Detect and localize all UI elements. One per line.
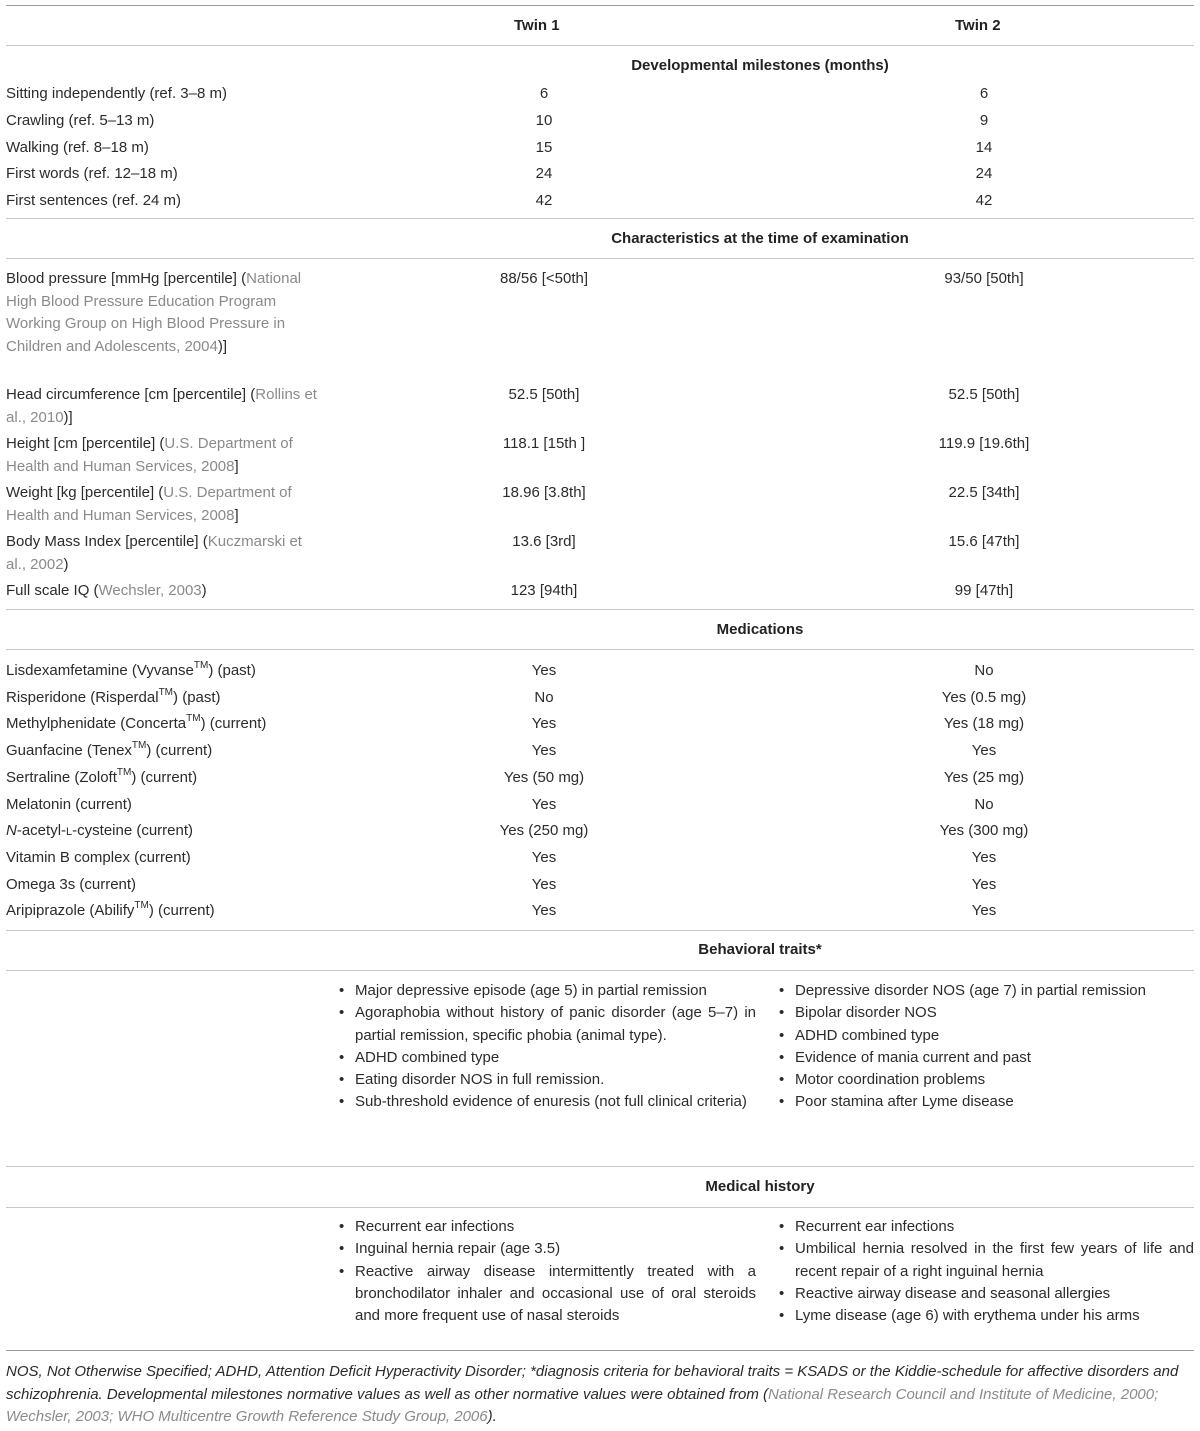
history-item: • Reactive airway disease and seasonal allergies	[774, 1283, 1194, 1305]
behavior-item: • Eating disorder NOS in full remission.	[334, 1069, 756, 1091]
medication-name: Melatonin (current)	[6, 795, 132, 813]
medication-twin2-value: Yes	[971, 742, 997, 760]
characteristic-tail: )	[63, 555, 69, 573]
medication-twin1-value: Yes	[531, 715, 557, 733]
medication-label	[6, 847, 321, 870]
medication-rest: ) (current)	[146, 742, 213, 760]
medication-italic-prefix: N	[6, 822, 17, 840]
medication-twin2-value: No	[974, 662, 994, 679]
characteristic-name: Head circumference [cm [percentile] (	[6, 386, 256, 403]
milestone-label: Walking (ref. 8–18 m)	[6, 139, 149, 156]
medication-name: Aripiprazole (Abilify	[6, 902, 135, 920]
medication-name: -acetyl-	[16, 822, 67, 840]
milestone-twin2-value: 6	[979, 85, 989, 102]
medication-twin2-value: Yes (300 mg)	[939, 822, 1029, 840]
characteristic-label	[6, 580, 321, 603]
characteristic-twin1-value: 52.5 [50th]	[508, 386, 580, 403]
medication-rest: ) (current)	[131, 768, 198, 786]
milestone-twin1-value: 24	[535, 165, 553, 182]
characteristic-label	[6, 482, 321, 527]
characteristic-twin1-value: 118.1 [15th ]	[502, 435, 586, 452]
column-header-twin2: Twin 2	[955, 17, 1001, 34]
characteristic-twin2-value: 99 [47th]	[954, 582, 1014, 599]
behavior-twin1-list	[334, 980, 756, 1114]
medication-rest: -cysteine (current)	[72, 822, 194, 840]
milestone-twin2-value: 14	[975, 139, 993, 156]
history-twin1-list	[334, 1216, 756, 1327]
section-title-medications: Medications	[716, 621, 804, 638]
medication-twin1-value: Yes	[531, 662, 557, 679]
medication-twin1-value: Yes	[531, 902, 557, 920]
characteristic-label	[6, 268, 321, 358]
footnote-refs: National Research Council and Institute of Medicine, 2000; Wechsler, 2003; WHO Multicentre Growth Reference Study Group, 2006	[6, 1385, 1159, 1425]
section-rule	[6, 258, 1194, 259]
column-header-twin1: Twin 1	[514, 17, 560, 34]
history-twin2-list	[774, 1216, 1194, 1327]
behavior-item: • Sub-threshold evidence of enuresis (not full clinical criteria)	[334, 1091, 756, 1113]
characteristic-twin2-value: 119.9 [19.6th]	[938, 435, 1030, 452]
characteristic-label	[6, 433, 321, 478]
milestone-label: First words (ref. 12–18 m)	[6, 165, 178, 182]
characteristic-tail: )]	[217, 337, 227, 355]
behavior-item: • Agoraphobia without history of panic disorder (age 5–7) in partial remission, specific phobia (animal type).	[334, 1002, 756, 1047]
behavior-item: • Bipolar disorder NOS	[774, 1002, 1194, 1024]
history-item: • Inguinal hernia repair (age 3.5)	[334, 1238, 756, 1260]
section-rule	[6, 1207, 1194, 1208]
medication-label	[6, 767, 321, 790]
section-rule	[6, 930, 1194, 931]
medication-label	[6, 900, 321, 923]
medication-name: Sertraline (Zoloft	[6, 768, 117, 786]
section-rule	[6, 1166, 1194, 1167]
characteristic-twin1-value: 18.96 [3.8th]	[502, 484, 586, 501]
characteristic-tail: )	[201, 582, 207, 599]
trademark-mark: TM	[193, 660, 209, 671]
medication-twin1-value: Yes	[531, 742, 557, 760]
history-item: • Reactive airway disease intermittently treated with a bronchodilator inhaler and occasional use of oral steroids and more frequent use of nasal steroids	[334, 1261, 756, 1328]
top-rule	[6, 5, 1194, 6]
history-item: • Recurrent ear infections	[334, 1216, 756, 1238]
milestone-label: Sitting independently (ref. 3–8 m)	[6, 85, 227, 102]
characteristic-name: Blood pressure [mmHg [percentile] (	[6, 270, 247, 287]
section-title-history: Medical history	[705, 1178, 815, 1195]
milestone-twin2-value: 9	[979, 112, 989, 129]
table-footnote	[6, 1361, 1194, 1429]
trademark-mark: TM	[134, 900, 149, 912]
milestone-twin2-value: 24	[975, 165, 993, 182]
characteristic-twin1-value: 13.6 [3rd]	[512, 533, 576, 550]
characteristic-twin2-value: 15.6 [47th]	[948, 533, 1020, 550]
characteristic-twin2-value: 52.5 [50th]	[948, 386, 1020, 403]
trademark-mark: TM	[186, 713, 201, 725]
medication-label	[6, 820, 321, 843]
section-title-characteristics: Characteristics at the time of examination	[611, 230, 909, 247]
medication-name: Guanfacine (Tenex	[6, 742, 132, 760]
characteristic-twin2-value: 22.5 [34th]	[948, 484, 1020, 501]
medication-twin2-value: Yes	[971, 848, 997, 866]
behavior-item: • Major depressive episode (age 5) in partial remission	[334, 980, 756, 1002]
behavior-item: • ADHD combined type	[774, 1025, 1194, 1047]
history-item: • Lyme disease (age 6) with erythema under his arms	[774, 1305, 1194, 1327]
characteristic-tail: )]	[63, 408, 73, 426]
characteristic-twin1-value: 123 [94th]	[510, 582, 578, 599]
medication-twin2-value: No	[974, 795, 994, 813]
medication-twin2-value: Yes (0.5 mg)	[941, 688, 1027, 706]
milestone-twin1-value: 10	[535, 112, 553, 129]
medication-label	[6, 740, 321, 763]
medication-name: Methylphenidate (Concerta	[6, 715, 187, 733]
behavior-item: • Motor coordination problems	[774, 1069, 1194, 1091]
trademark-mark: TM	[116, 766, 132, 778]
medication-name: Vitamin B complex (current)	[6, 848, 191, 866]
footnote-tail: ).	[487, 1408, 497, 1425]
milestone-twin1-value: 42	[535, 192, 553, 209]
characteristic-name: Full scale IQ (	[6, 582, 99, 599]
behavior-twin2-list	[774, 980, 1194, 1114]
medication-twin1-value: Yes (50 mg)	[503, 768, 585, 786]
section-title-behavior: Behavioral traits*	[698, 941, 822, 958]
characteristic-twin2-value: 93/50 [50th]	[944, 270, 1024, 287]
characteristic-reference: Kuczmarski et al., 2002	[6, 533, 302, 573]
behavior-item: • Poor stamina after Lyme disease	[774, 1091, 1194, 1113]
medication-twin1-value: Yes	[531, 875, 557, 893]
footnote-text: NOS, Not Otherwise Specified; ADHD, Attention Deficit Hyperactivity Disorder; *diagnosis criteria for behavioral traits = KSADS or the Kiddie-schedule for affective disorders and schizophrenia. Developmental milestones normative values as well as other normative values were obtained from (	[6, 1363, 1179, 1403]
header-rule	[6, 45, 1194, 46]
medication-label	[6, 660, 321, 683]
medication-label	[6, 794, 321, 817]
bottom-rule	[6, 1350, 1194, 1351]
characteristic-label	[6, 531, 321, 576]
milestone-twin1-value: 6	[539, 85, 549, 102]
characteristic-label	[6, 384, 321, 429]
characteristic-twin1-value: 88/56 [<50th]	[500, 270, 588, 287]
behavior-item: • ADHD combined type	[334, 1047, 756, 1069]
medication-rest: ) (current)	[200, 715, 267, 733]
milestone-label: First sentences (ref. 24 m)	[6, 192, 182, 209]
medication-rest: ) (past)	[173, 688, 221, 706]
behavior-item: • Depressive disorder NOS (age 7) in partial remission	[774, 980, 1194, 1002]
medication-name: Omega 3s (current)	[6, 875, 137, 893]
medication-twin1-value: No	[534, 688, 554, 706]
history-item: • Recurrent ear infections	[774, 1216, 1194, 1238]
trademark-mark: TM	[131, 740, 147, 752]
characteristic-name: Height [cm [percentile] (	[6, 435, 165, 452]
medication-twin1-value: Yes	[531, 848, 557, 866]
behavior-item: • Evidence of mania current and past	[774, 1047, 1194, 1069]
medication-twin1-value: Yes	[531, 795, 557, 813]
medication-name: Lisdexamfetamine (Vyvanse	[6, 662, 194, 679]
medication-label	[6, 687, 321, 710]
medication-smallcap: l	[66, 822, 73, 840]
medication-rest: ) (past)	[208, 662, 256, 679]
medication-label	[6, 874, 321, 897]
medication-label	[6, 713, 321, 736]
section-rule	[6, 970, 1194, 971]
medication-name: Risperidone (Risperdal	[6, 688, 159, 706]
characteristic-reference: U.S. Department of Health and Human Services, 2008	[6, 484, 292, 524]
medication-twin2-value: Yes (18 mg)	[943, 715, 1025, 733]
trademark-mark: TM	[158, 686, 174, 698]
medication-twin2-value: Yes	[971, 875, 997, 893]
characteristic-tail: ]	[234, 457, 239, 475]
characteristic-reference: Wechsler, 2003	[98, 582, 202, 599]
characteristic-name: Weight [kg [percentile] (	[6, 484, 164, 501]
characteristic-tail: ]	[234, 506, 239, 524]
characteristic-reference: National High Blood Pressure Education Program Working Group on High Blood Pressure in Children and Adolescents, 2004	[6, 270, 302, 355]
section-rule	[6, 218, 1194, 219]
characteristic-name: Body Mass Index [percentile] (	[6, 533, 208, 550]
medication-rest: ) (current)	[148, 902, 215, 920]
milestone-twin1-value: 15	[535, 139, 553, 156]
characteristic-reference: Rollins et al., 2010	[6, 386, 317, 426]
medication-twin2-value: Yes	[971, 902, 997, 920]
medication-twin2-value: Yes (25 mg)	[943, 768, 1025, 786]
history-item: • Umbilical hernia resolved in the first few years of life and recent repair of a right inguinal hernia	[774, 1238, 1194, 1283]
section-rule	[6, 609, 1194, 610]
milestone-label: Crawling (ref. 5–13 m)	[6, 112, 155, 129]
milestone-twin2-value: 42	[975, 192, 993, 209]
characteristic-reference: U.S. Department of Health and Human Services, 2008	[6, 435, 293, 475]
medication-twin1-value: Yes (250 mg)	[499, 822, 589, 840]
section-rule	[6, 649, 1194, 650]
section-title-milestones: Developmental milestones (months)	[631, 57, 889, 74]
